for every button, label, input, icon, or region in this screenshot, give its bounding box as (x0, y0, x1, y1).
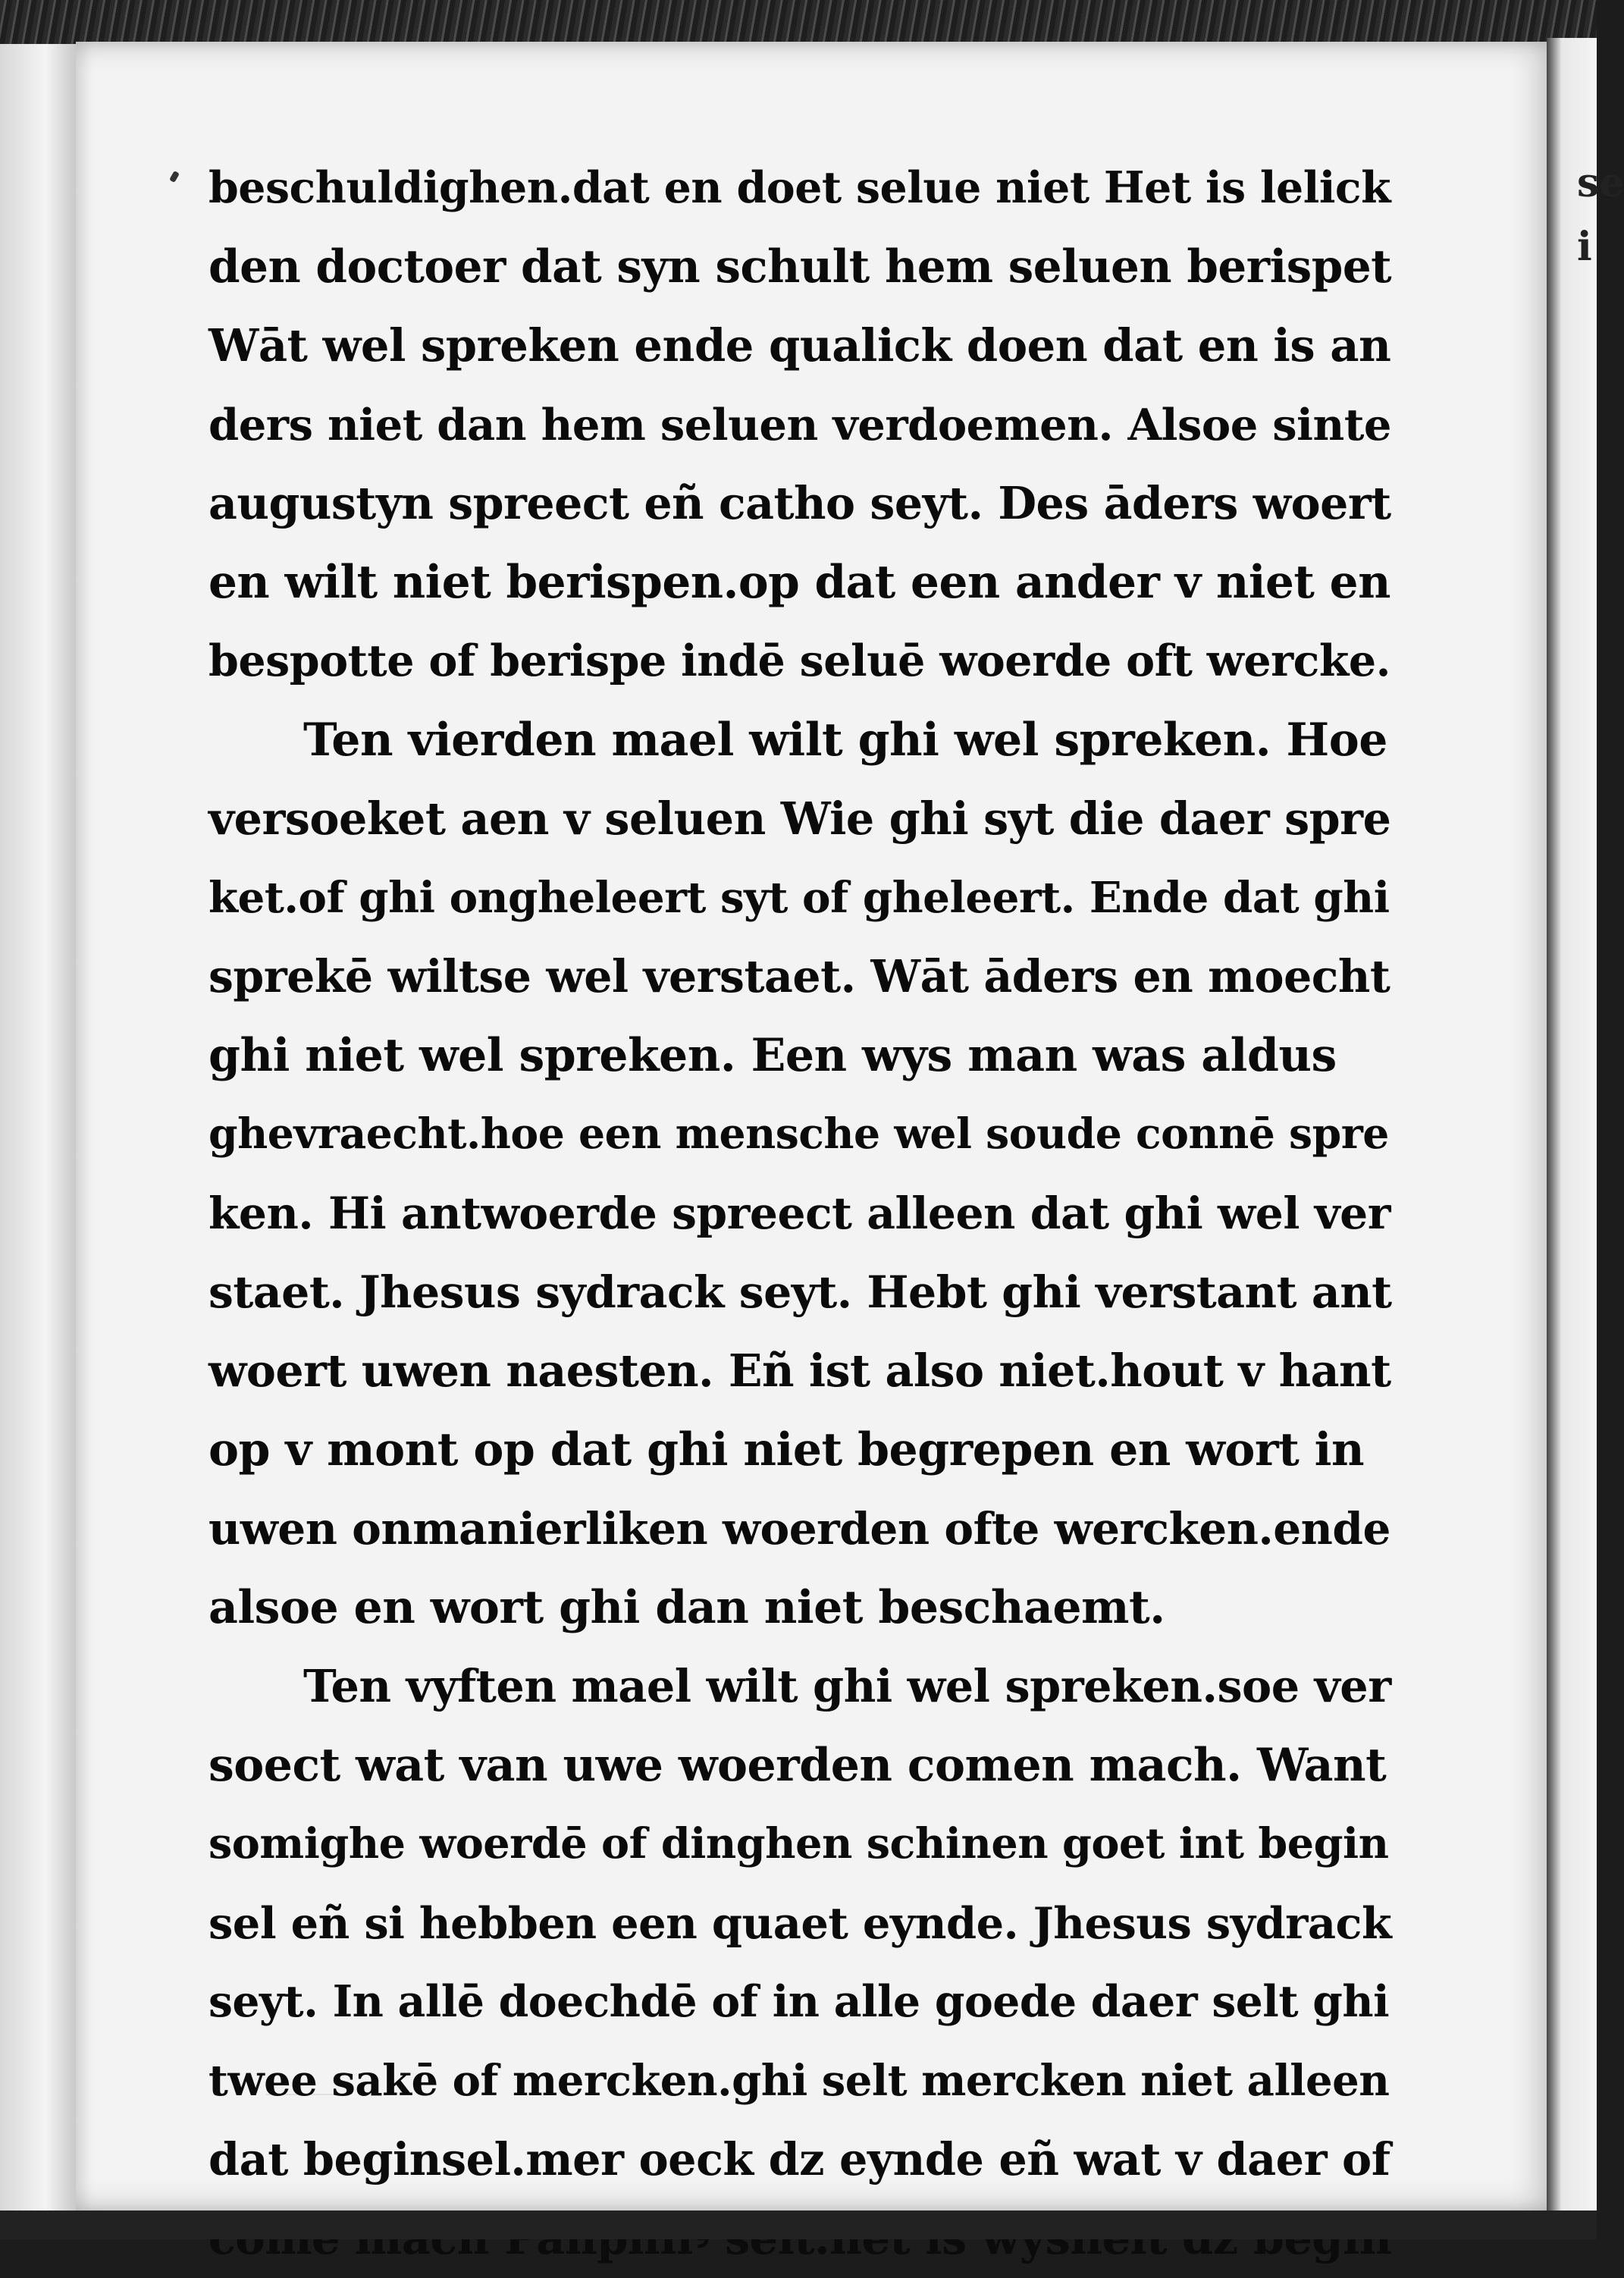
text-line: ghi niet wel spreken. Een wys man was aldus (208, 1029, 1337, 1082)
text-line: den doctoer dat syn schult hem seluen berispet (208, 240, 1392, 293)
show-through-mark (265, 2066, 349, 2095)
text-line: dat beginsel.mer oeck dz eynde eñ wat v daer of (208, 2133, 1390, 2185)
text-line: sprekē wiltse wel verstaet. Wāt āders en moecht (208, 950, 1390, 1003)
text-line: seyt. In allē doechdē of in alle goede daer selt ghi (208, 1977, 1390, 2027)
text-line: sel eñ si hebben een quaet eynde. Jhesus sydrack (208, 1897, 1392, 1949)
right-facing-leaf (1547, 38, 1597, 2214)
facing-page-fragment: se i (1577, 160, 1624, 270)
text-line: ken. Hi antwoerde spreect alleen dat ghi wel ver (208, 1187, 1390, 1239)
text-line: ket.of ghi ongheleert syt of gheleert. Ende dat ghi (208, 873, 1390, 923)
scan-backdrop-top (0, 0, 1597, 45)
text-line: staet. Jhesus sydrack seyt. Hebt ghi verstant ant (208, 1266, 1392, 1318)
text-line: soect wat van uwe woerden comen mach. Want (208, 1739, 1387, 1792)
text-line: somighe woerdē of dinghen schinen goet int begin (208, 1819, 1389, 1869)
paragraph-start-line: Ten vierden mael wilt ghi wel spreken. Hoe (303, 714, 1387, 767)
text-line: versoeket aen v seluen Wie ghi syt die daer spre (208, 792, 1391, 845)
blackletter-text-block (208, 149, 1391, 2278)
text-line: twee sakē of mercken.ghi selt mercken niet alleen (208, 2056, 1390, 2106)
left-facing-leaf (0, 44, 76, 2213)
text-line: beschuldighen.dat en doet selue niet Het is lelick (208, 163, 1390, 213)
text-line: woert uwen naesten. Eñ ist also niet.hout v hant (208, 1345, 1391, 1397)
text-line: bespotte of berispe indē seluē woerde oft wercke. (208, 635, 1390, 686)
text-line: op v mont op dat ghi niet begrepen en wort in (208, 1423, 1365, 1476)
text-line: en wilt niet berispen.op dat een ander v niet en (208, 556, 1390, 609)
text-line: Wāt wel spreken ende qualick doen dat en is an (208, 319, 1391, 372)
text-line: augustyn spreect eñ catho seyt. Des āders woert (208, 477, 1391, 529)
text-line: alsoe en wort ghi dan niet beschaemt. (208, 1581, 1165, 1634)
paragraph-start-line: Ten vyften mael wilt ghi wel spreken.soe ver (303, 1660, 1391, 1712)
text-line: uwen onmanierliken woerden ofte wercken.ende (208, 1502, 1390, 1555)
scan-backdrop-bottom (0, 2211, 1597, 2239)
text-line: ders niet dan hem seluen verdoemen. Alsoe sinte (208, 399, 1391, 450)
text-line: ghevraecht.hoe een mensche wel soude connē spre (208, 1109, 1389, 1159)
